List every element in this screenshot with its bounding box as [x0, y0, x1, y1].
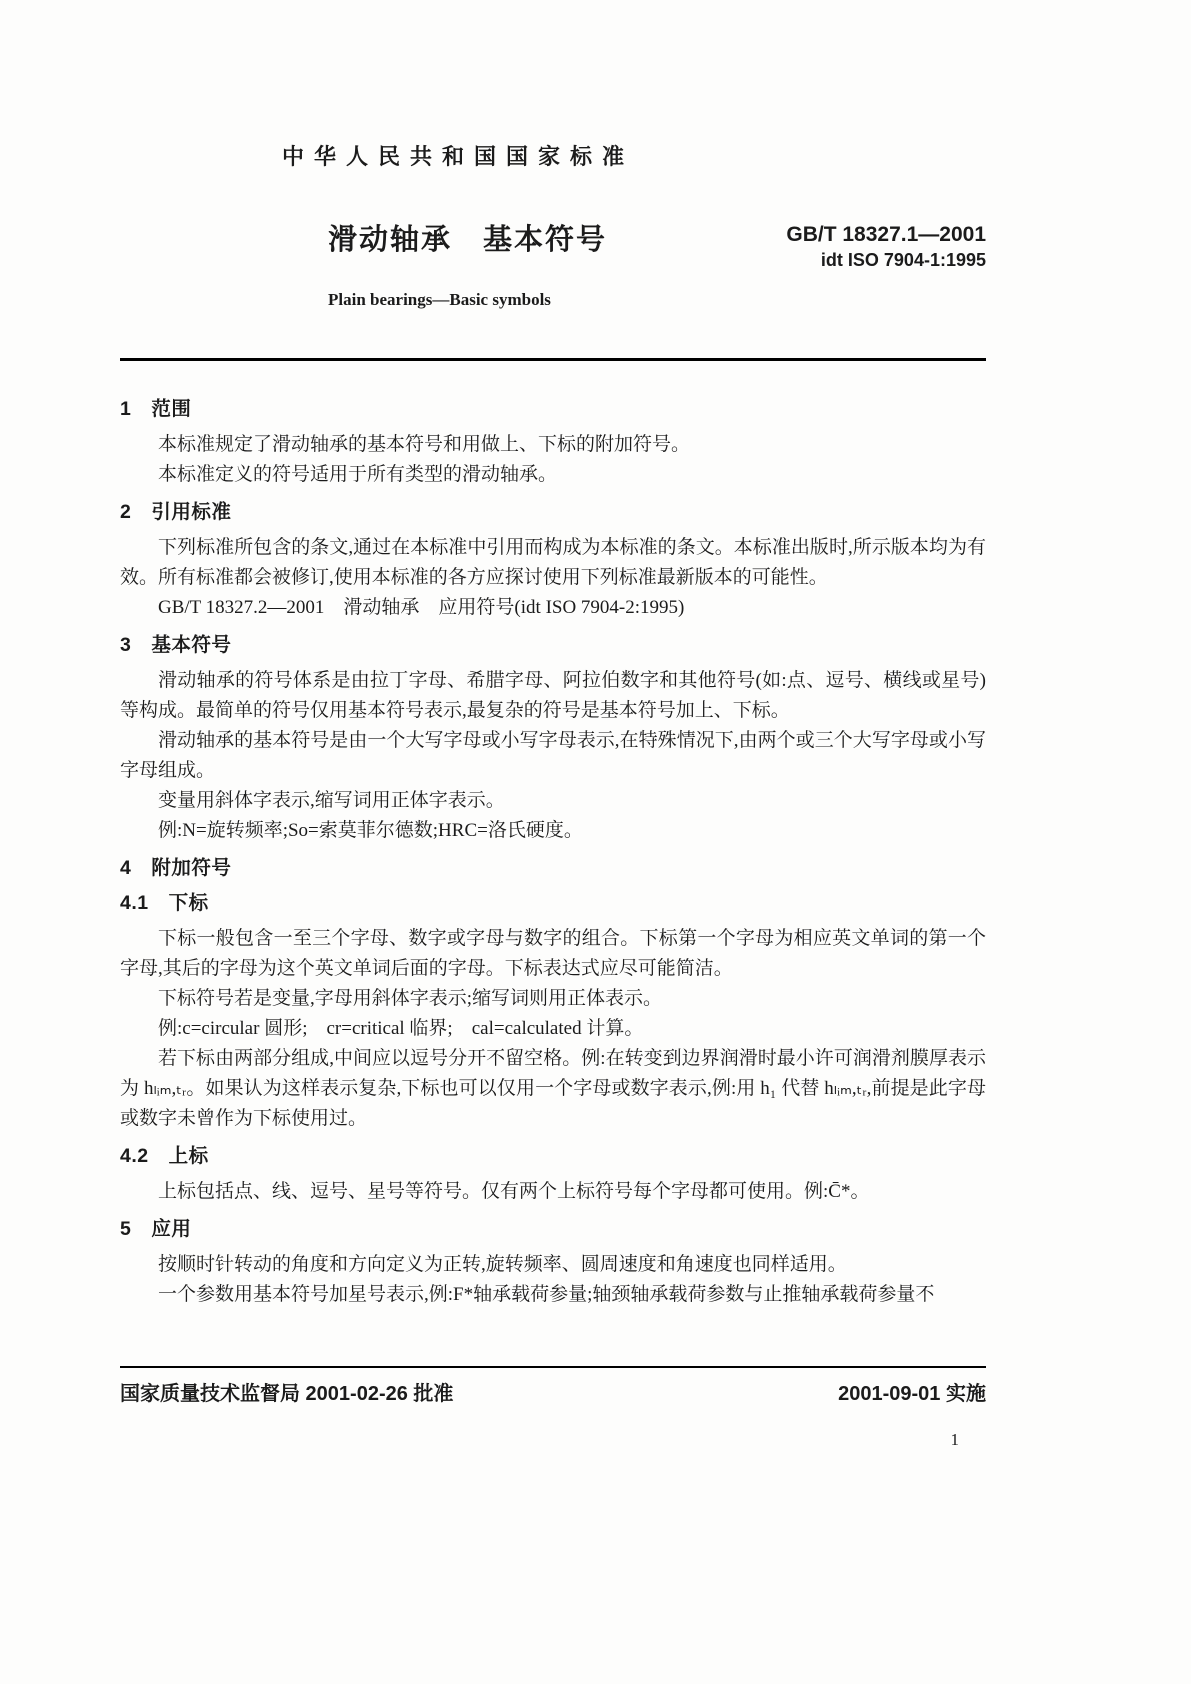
paragraph: 上标包括点、线、逗号、星号等符号。仅有两个上标符号每个字母都可使用。例:C̄*。 [158, 1181, 870, 1202]
section-referenced-standards [120, 500, 986, 623]
document-title: 滑动轴承 基本符号 [328, 224, 608, 256]
paragraph: 下标符号若是变量,字母用斜体字表示;缩写词则用正体表示。 [158, 988, 663, 1009]
standard-number: GB/T 18327.1—2001 [786, 223, 986, 246]
referenced-standard-entry: GB/T 18327.2—2001 滑动轴承 应用符号(idt ISO 7904-2:1995) [158, 597, 685, 618]
approval-text: 国家质量技术监督局 2001-02-26 批准 [120, 1383, 454, 1405]
example-paragraph: 例:c=circular 圆形; cr=critical 临界; cal=calculated 计算。 [158, 1018, 644, 1039]
section-subscripts [120, 891, 986, 1134]
footer [120, 1366, 986, 1406]
standard-identifiers [786, 222, 986, 272]
section-application [120, 1217, 986, 1310]
page-number: 1 [950, 1430, 959, 1449]
paragraph: 本标准定义的符号适用于所有类型的滑动轴承。 [158, 464, 558, 485]
section-heading: 4.1 下标 [120, 892, 209, 914]
section-heading: 4 附加符号 [120, 857, 232, 879]
title-row [120, 222, 986, 272]
section-heading: 1 范围 [120, 398, 192, 420]
section-heading: 4.2 上标 [120, 1145, 209, 1167]
page-content [120, 0, 986, 1310]
section-additional-symbols [120, 856, 986, 881]
paragraph: 下标一般包含一至三个字母、数字或字母与数字的组合。下标第一个字母为相应英文单词的第一个字母,其后的字母为这个英文单词后面的字母。下标表达式应尽可能简洁。 [120, 928, 986, 979]
paragraph: 变量用斜体字表示,缩写词用正体字表示。 [158, 790, 505, 811]
paragraph: 滑动轴承的基本符号是由一个大写字母或小写字母表示,在特殊情况下,由两个或三个大写字母或小写字母组成。 [120, 730, 986, 781]
iso-equivalent-number: idt ISO 7904-1:1995 [820, 250, 986, 270]
implementation-text: 2001-09-01 实施 [838, 1383, 986, 1405]
paragraph: 滑动轴承的符号体系是由拉丁字母、希腊字母、阿拉伯数字和其他符号(如:点、逗号、横线或星号)等构成。最简单的符号仅用基本符号表示,最复杂的符号是基本符号加上、下标。 [120, 670, 986, 721]
example-paragraph: 例:N=旋转频率;So=索莫菲尔德数;HRC=洛氏硬度。 [158, 820, 583, 841]
header-divider-rule [120, 358, 986, 361]
english-title: Plain bearings—Basic symbols [328, 290, 551, 309]
paragraph: 若下标由两部分组成,中间应以逗号分开不留空格。例:在转变到边界润滑时最小许可润滑剂膜厚表示为 hₗᵢₘ,ₜᵣ。如果认为这样表示复杂,下标也可以仅用一个字母或数字表示,例:用 h₁ 代替 hₗᵢₘ,ₜᵣ,前提是此字母或数字未曾作为下标使用过。 [120, 1048, 986, 1129]
section-heading: 5 应用 [120, 1218, 192, 1240]
national-standard-label: 中华人民共和国国家标准 [282, 144, 635, 169]
paragraph: 一个参数用基本符号加星号表示,例:F*轴承载荷参量;轴颈轴承载荷参数与止推轴承载荷参量不 [158, 1284, 935, 1305]
paragraph: 按顺时针转动的角度和方向定义为正转,旋转频率、圆周速度和角速度也同样适用。 [158, 1254, 847, 1275]
document-body [120, 397, 986, 1310]
section-superscripts [120, 1144, 986, 1207]
section-scope [120, 397, 986, 490]
section-heading: 2 引用标准 [120, 501, 232, 523]
section-basic-symbols [120, 633, 986, 846]
paragraph: 下列标准所包含的条文,通过在本标准中引用而构成为本标准的条文。本标准出版时,所示版本均为有效。所有标准都会被修订,使用本标准的各方应探讨使用下列标准最新版本的可能性。 [120, 537, 986, 588]
paragraph: 本标准规定了滑动轴承的基本符号和用做上、下标的附加符号。 [158, 434, 691, 455]
section-heading: 3 基本符号 [120, 634, 232, 656]
